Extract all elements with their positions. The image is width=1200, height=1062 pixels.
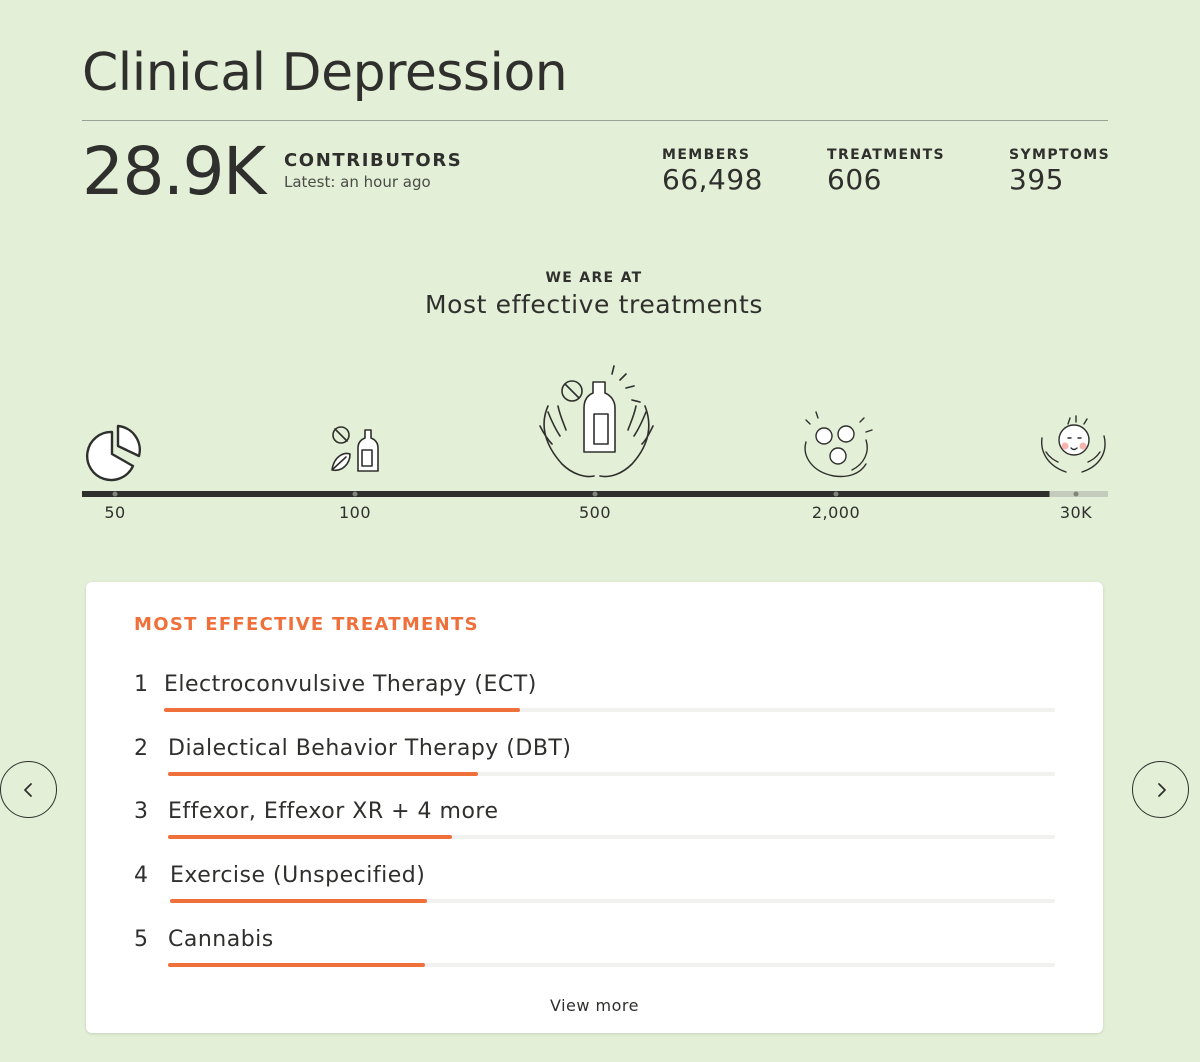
- contributors-label: CONTRIBUTORS: [284, 150, 463, 171]
- treatment-score-track: [168, 963, 1055, 967]
- milestone-label: 50: [104, 503, 126, 522]
- treatments-card: [86, 582, 1103, 1033]
- milestone-dot: [113, 492, 118, 497]
- treatment-score-bar: [170, 899, 427, 903]
- milestone-dot: [1074, 492, 1079, 497]
- treatment-name: Effexor, Effexor XR + 4 more: [168, 799, 499, 824]
- treatment-score-track: [168, 772, 1055, 776]
- treatment-rank: 5: [134, 927, 149, 952]
- milestone-label: 2,000: [811, 503, 861, 522]
- page-title: Clinical Depression: [82, 43, 568, 103]
- milestone-dot: [593, 492, 598, 497]
- treatment-item[interactable]: [134, 799, 1055, 859]
- treatment-item[interactable]: [134, 927, 1055, 987]
- treatment-score-track: [168, 835, 1055, 839]
- stat-value: 395: [1009, 163, 1064, 196]
- stat-label: SYMPTOMS: [1009, 147, 1111, 163]
- stat-members: [662, 147, 763, 196]
- contributor-count: 28.9K: [82, 133, 265, 210]
- treatment-score-bar: [168, 835, 452, 839]
- title-divider: [82, 120, 1108, 121]
- hands-bottle-icon: [540, 366, 653, 477]
- view-more-link[interactable]: View more: [550, 996, 639, 1015]
- milestone-label: 500: [578, 503, 612, 522]
- stat-label: TREATMENTS: [827, 147, 946, 163]
- treatment-rank: 2: [134, 736, 149, 761]
- previous-button[interactable]: [0, 761, 57, 818]
- stat-value: 606: [827, 163, 882, 196]
- hands-person-icon: [1042, 416, 1105, 472]
- chevron-left-icon: [22, 781, 36, 799]
- leaf-bottle-icon: [332, 427, 378, 471]
- chevron-right-icon: [1154, 781, 1168, 799]
- next-button[interactable]: [1132, 761, 1189, 818]
- stat-value: 66,498: [662, 163, 763, 196]
- milestone-dot: [353, 492, 358, 497]
- treatment-score-track: [164, 708, 1055, 712]
- hands-faces-icon: [805, 412, 872, 477]
- treatment-item[interactable]: [134, 672, 1055, 732]
- treatment-name: Exercise (Unspecified): [170, 863, 426, 888]
- milestone-dot: [834, 492, 839, 497]
- treatment-item[interactable]: [134, 863, 1055, 923]
- treatment-name: Dialectical Behavior Therapy (DBT): [168, 736, 572, 761]
- treatment-score-bar: [168, 772, 478, 776]
- treatment-rank: 4: [134, 863, 149, 888]
- phase-label: WE ARE AT: [545, 270, 643, 286]
- treatment-name: Cannabis: [168, 927, 274, 952]
- stat-treatments: [827, 147, 945, 196]
- stat-symptoms: [1009, 147, 1110, 196]
- milestone-label: 30K: [1059, 503, 1093, 522]
- phase-title: Most effective treatments: [424, 290, 764, 319]
- milestone-label: 100: [338, 503, 372, 522]
- treatment-rank: 3: [134, 799, 149, 824]
- treatment-name: Electroconvulsive Therapy (ECT): [164, 672, 537, 697]
- treatment-item[interactable]: [134, 736, 1055, 796]
- pie-chart-icon: [87, 426, 140, 480]
- stat-label: MEMBERS: [662, 147, 751, 163]
- milestone-progress: [0, 360, 1200, 530]
- contributors-latest: Latest: an hour ago: [284, 173, 431, 191]
- card-heading: MOST EFFECTIVE TREATMENTS: [134, 614, 479, 635]
- progress-fill: [82, 491, 1050, 497]
- treatment-score-bar: [164, 708, 520, 712]
- treatment-score-track: [170, 899, 1055, 903]
- treatment-score-bar: [168, 963, 425, 967]
- treatment-rank: 1: [134, 672, 149, 697]
